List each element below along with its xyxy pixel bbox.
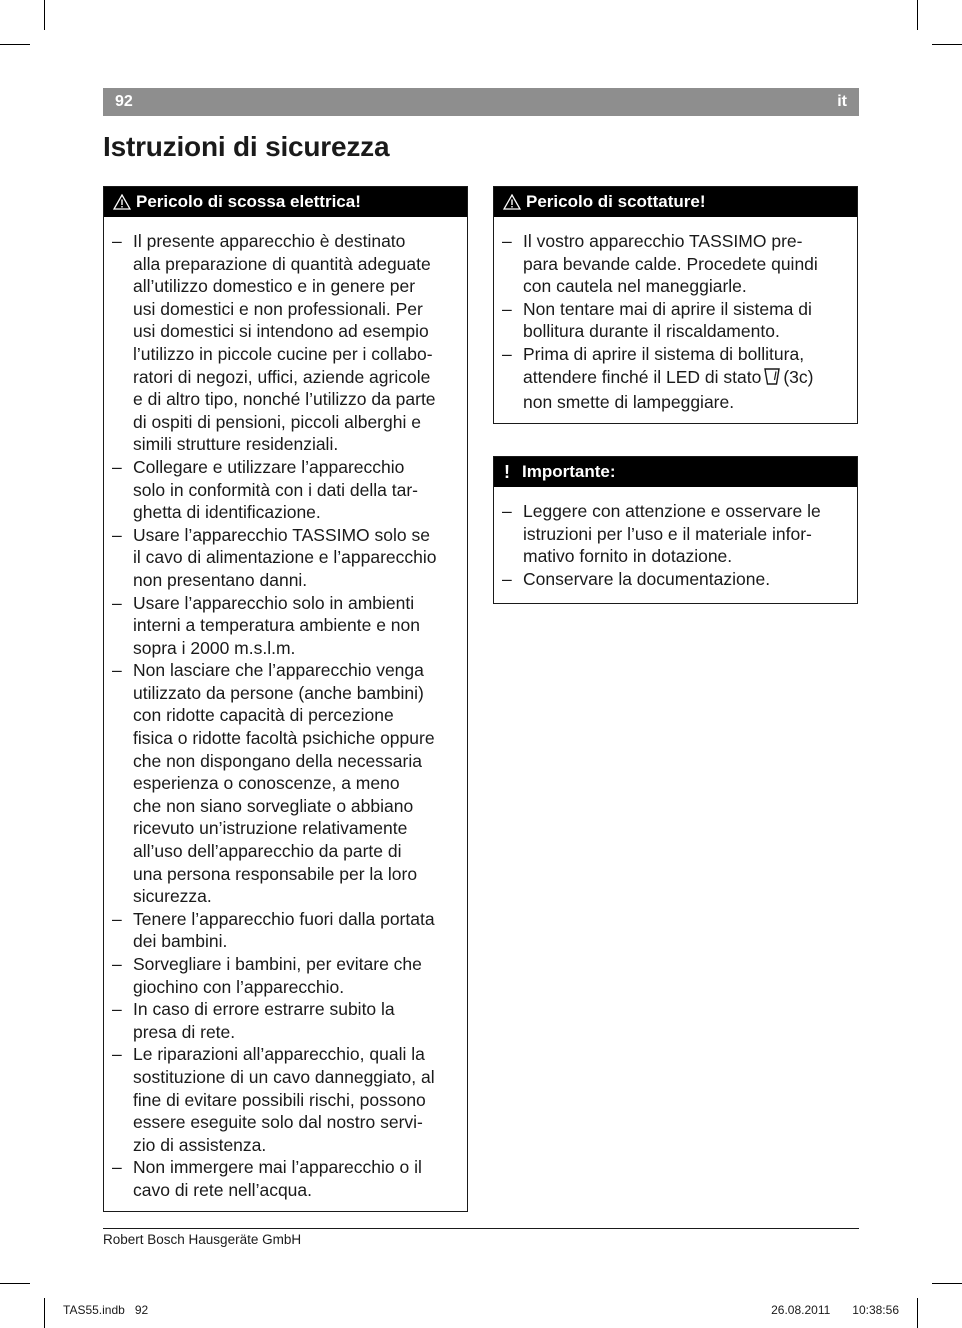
crop-mark bbox=[44, 0, 45, 30]
footer-divider bbox=[103, 1228, 859, 1229]
crop-mark bbox=[44, 1298, 45, 1328]
print-date-info: 26.08.2011 10:38:56 bbox=[771, 1303, 899, 1317]
list-item bbox=[494, 343, 857, 414]
list-item: – Tenere l’apparecchio fuori dalla portata dei bambini. bbox=[104, 908, 467, 953]
list-item: – Le riparazioni all’apparecchio, quali la sostituzione di un cavo danneggiato, al fine di evitare possibili rischi, possono essere eseguite solo dal nostro servi- zio di assistenza. bbox=[104, 1043, 467, 1156]
warning-triangle-icon bbox=[112, 193, 132, 211]
footer-company: Robert Bosch Hausgeräte GmbH bbox=[103, 1232, 302, 1247]
crop-mark bbox=[932, 1283, 962, 1284]
list-item: – Usare l’apparecchio solo in ambienti interni a temperatura ambiente e non sopra i 2000 m.s.l.m. bbox=[104, 592, 467, 660]
print-file-info: TAS55.indb 92 bbox=[63, 1303, 149, 1317]
warning-triangle-icon bbox=[502, 193, 522, 211]
important-list bbox=[494, 487, 857, 590]
list-item: – Il vostro apparecchio TASSIMO pre- para bevande calde. Procedete quindi con cautela nel maneggiarle. bbox=[494, 230, 857, 298]
list-item: – Sorvegliare i bambini, per evitare che giochino con l’apparecchio. bbox=[104, 953, 467, 998]
list-item: – Non tentare mai di aprire il sistema di bollitura durante il riscaldamento. bbox=[494, 298, 857, 343]
important-notice-box bbox=[493, 456, 858, 604]
crop-mark bbox=[0, 1283, 30, 1284]
list-item-text: Prima di aprire il sistema di bollitura, attendere finché il LED di stato bbox=[523, 343, 805, 387]
page-number: 92 bbox=[115, 93, 133, 110]
important-heading-bar bbox=[494, 457, 857, 487]
electric-shock-list bbox=[104, 217, 467, 1202]
burn-heading: Pericolo di scottature! bbox=[526, 192, 706, 211]
list-item: – Leggere con attenzione e osservare le istruzioni per l’uso e il materiale infor- mativo fornito in dotazione. bbox=[494, 500, 857, 568]
important-heading: Importante: bbox=[522, 462, 616, 481]
list-item: – Collegare e utilizzare l’apparecchio solo in conformità con i dati della tar- ghetta di identificazione. bbox=[104, 456, 467, 524]
crop-mark bbox=[917, 0, 918, 30]
burn-warning-box bbox=[493, 186, 858, 424]
crop-mark bbox=[917, 1298, 918, 1328]
electric-shock-heading: Pericolo di scossa elettrica! bbox=[136, 192, 361, 211]
page-header-bar bbox=[103, 88, 859, 116]
list-item: – Il presente apparecchio è destinato alla preparazione di quantità adeguate all’utilizzo domestico e in genere per usi domestici e non professionali. Per usi domestici si intendono ad esempio l’utilizzo in piccole cucine per i collabo- ratori di negozi, uffici, aziende agricole e di altro tipo, nonché l’utilizzo da parte di ospiti di pensioni, piccoli alberghi e simili strutture residenziali. bbox=[104, 230, 467, 456]
burn-heading-bar bbox=[494, 187, 857, 217]
list-item: – Non immergere mai l’apparecchio o il cavo di rete nell’acqua. bbox=[104, 1156, 467, 1201]
cup-icon bbox=[763, 367, 781, 392]
list-item-text: (3c) non smette di lampeggiare. bbox=[523, 366, 814, 413]
language-code: it bbox=[837, 93, 847, 110]
electric-shock-warning-box bbox=[103, 186, 468, 1212]
exclamation-icon: ! bbox=[504, 461, 510, 482]
electric-shock-heading-bar bbox=[104, 187, 467, 217]
list-item: – Non lasciare che l’apparecchio venga utilizzato da persone (anche bambini) con ridotte capacità di percezione fisica o ridotte facoltà psichiche oppure che non dispongano della necessaria esperienza o conoscenze, a meno che non siano sorvegliate o abbiano ricevuto un’istruzione relativamente all’uso dell’apparecchio da parte di una persona responsabile per la loro sicurezza. bbox=[104, 659, 467, 908]
page-title: Istruzioni di sicurezza bbox=[103, 131, 390, 162]
crop-mark bbox=[0, 44, 30, 45]
burn-list bbox=[494, 217, 857, 414]
list-item: – Usare l’apparecchio TASSIMO solo se il cavo di alimentazione e l’apparecchio non presentano danni. bbox=[104, 524, 467, 592]
crop-mark bbox=[932, 44, 962, 45]
list-item: – Conservare la documentazione. bbox=[494, 568, 857, 591]
list-item: – In caso di errore estrarre subito la presa di rete. bbox=[104, 998, 467, 1043]
